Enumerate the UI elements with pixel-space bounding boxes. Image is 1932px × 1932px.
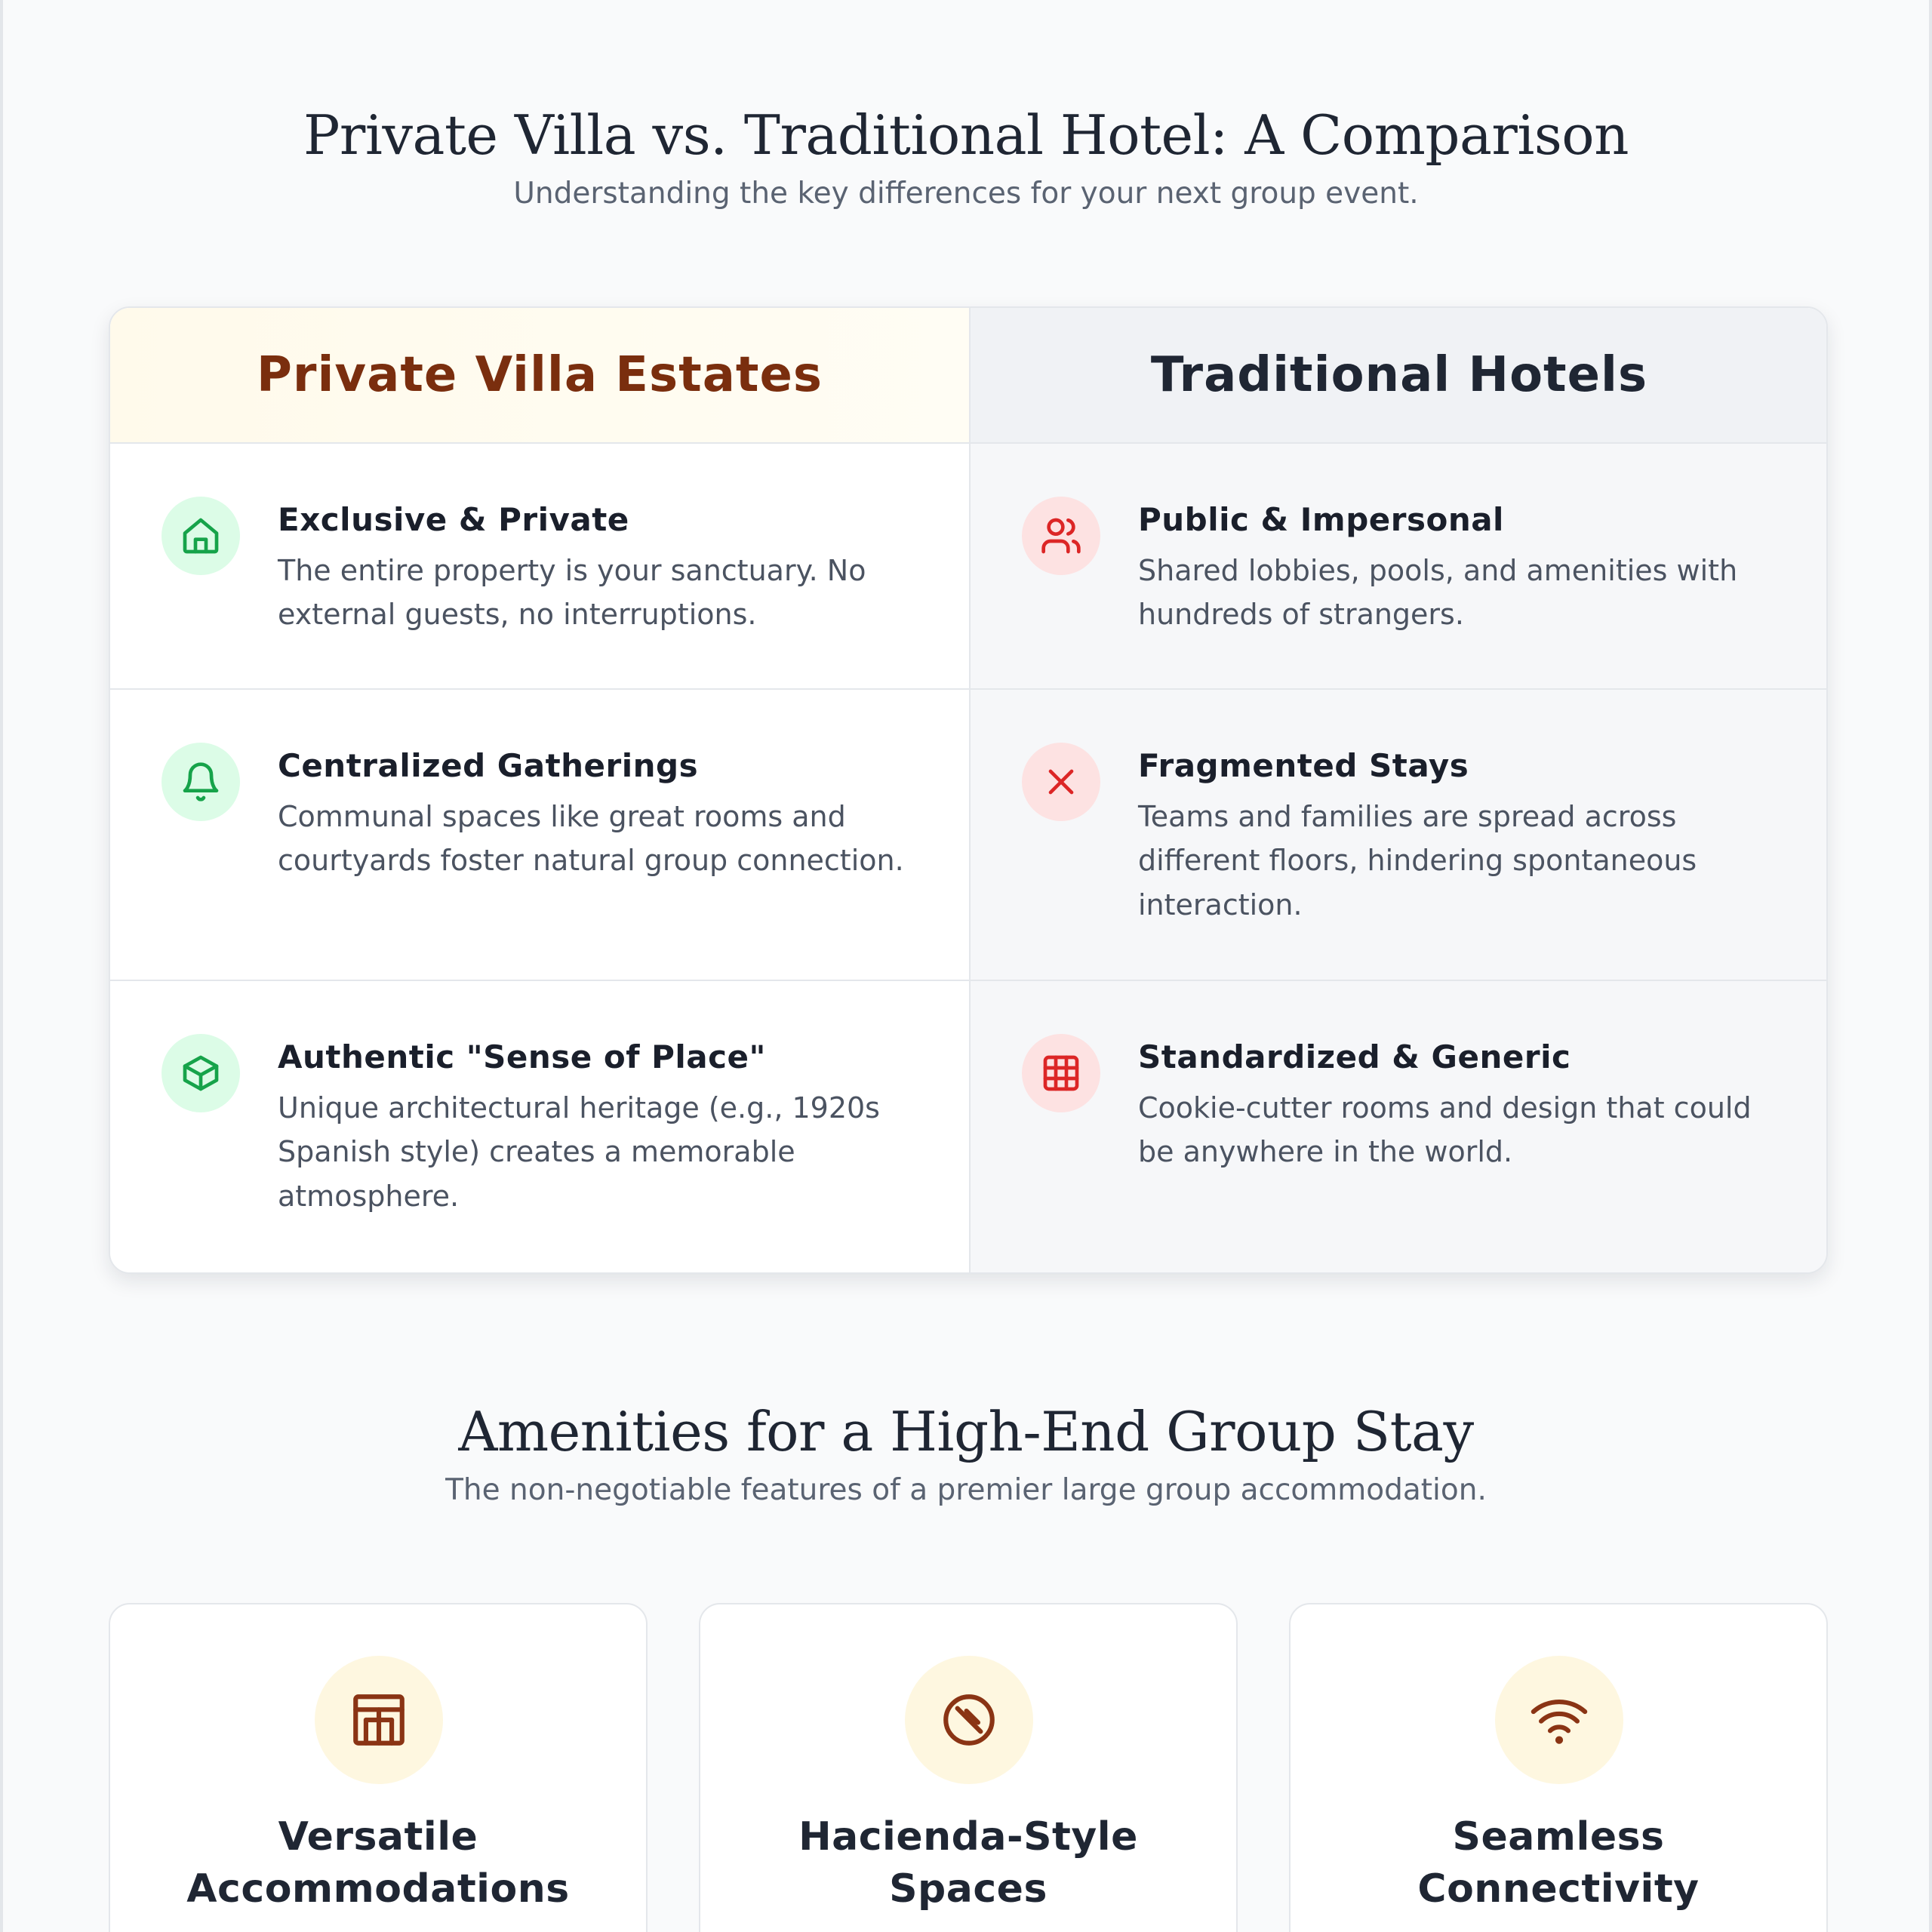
villa-row-description: Unique architectural heritage (e.g., 1920s Spanish style) creates a memorable atmosphere. bbox=[278, 1091, 880, 1214]
villa-row bbox=[110, 444, 969, 690]
hotel-row-description: Cookie-cutter rooms and design that could be anywhere in the world. bbox=[1138, 1091, 1752, 1169]
x-icon bbox=[1022, 743, 1100, 821]
home-icon bbox=[162, 497, 240, 575]
hotel-row bbox=[971, 444, 1828, 690]
bell-icon bbox=[162, 743, 240, 821]
villa-row-description: The entire property is your sanctuary. No external guests, no interruptions. bbox=[278, 553, 866, 632]
villa-row-description: Communal spaces like great rooms and courtyards foster natural group connection. bbox=[278, 799, 904, 878]
amenity-card bbox=[1289, 1603, 1828, 1932]
amenity-card bbox=[699, 1603, 1238, 1932]
hotel-row-title: Standardized & Generic bbox=[1138, 1038, 1571, 1075]
amenities-subtitle: The non-negotiable features of a premier large group accommodation. bbox=[445, 1473, 1487, 1508]
villa-row-title: Centralized Gatherings bbox=[278, 747, 699, 784]
villa-row-title: Authentic "Sense of Place" bbox=[278, 1038, 766, 1075]
hotel-row bbox=[971, 690, 1828, 981]
building-icon bbox=[315, 1656, 443, 1784]
comparison-subtitle: Understanding the key differences for your next group event. bbox=[513, 177, 1419, 211]
hotel-row bbox=[971, 981, 1828, 1272]
wifi-icon bbox=[1495, 1656, 1623, 1784]
slash-circle-icon bbox=[905, 1656, 1033, 1784]
villa-row bbox=[110, 690, 969, 981]
villa-column-heading: Private Villa Estates bbox=[110, 308, 969, 444]
amenity-cards bbox=[109, 1603, 1828, 1932]
amenities-header bbox=[3, 1399, 1929, 1510]
amenities-title: Amenities for a High-End Group Stay bbox=[458, 1400, 1474, 1463]
hotel-row-title: Public & Impersonal bbox=[1138, 501, 1504, 538]
villa-row-title: Exclusive & Private bbox=[278, 501, 629, 538]
amenity-card-title: Hacienda-Style Spaces bbox=[798, 1814, 1138, 1912]
amenity-card-title: Versatile Accommodations bbox=[186, 1814, 570, 1912]
villa-column bbox=[110, 308, 969, 1272]
comparison-table bbox=[109, 306, 1828, 1274]
users-icon bbox=[1022, 497, 1100, 575]
comparison-header bbox=[3, 103, 1929, 214]
amenity-card-title: Seamless Connectivity bbox=[1417, 1814, 1700, 1912]
hotel-column-heading: Traditional Hotels bbox=[971, 308, 1828, 444]
amenity-card bbox=[109, 1603, 648, 1932]
comparison-title: Private Villa vs. Traditional Hotel: A Comparison bbox=[303, 103, 1629, 167]
cube-icon bbox=[162, 1034, 240, 1112]
villa-row bbox=[110, 981, 969, 1272]
hotel-column bbox=[969, 308, 1828, 1272]
grid-icon bbox=[1022, 1034, 1100, 1112]
hotel-row-description: Teams and families are spread across different floors, hindering spontaneous interaction. bbox=[1138, 799, 1697, 922]
hotel-row-description: Shared lobbies, pools, and amenities with hundreds of strangers. bbox=[1138, 553, 1738, 632]
hotel-row-title: Fragmented Stays bbox=[1138, 747, 1469, 784]
